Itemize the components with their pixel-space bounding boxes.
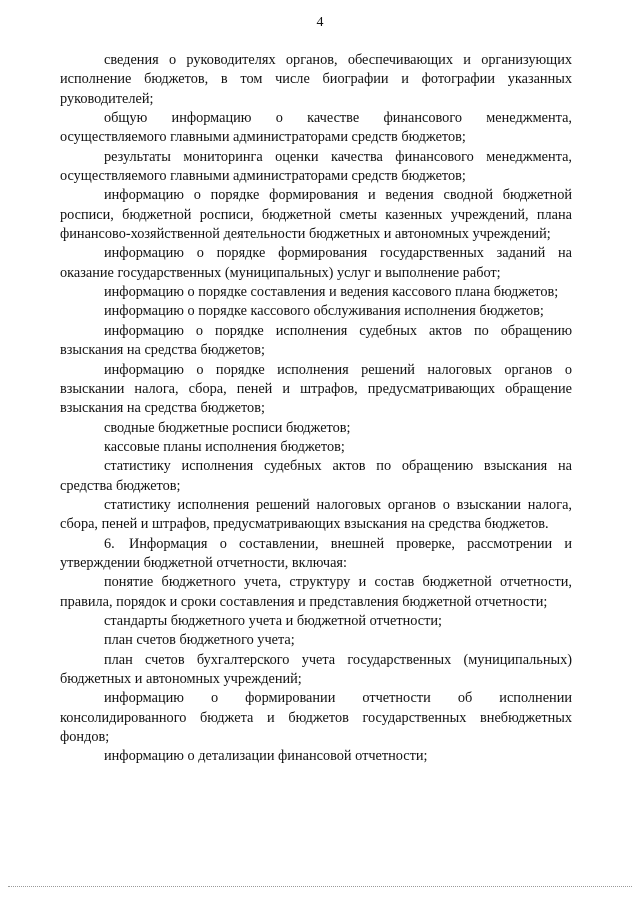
page-number: 4: [316, 15, 324, 30]
list-item: статистику исполнения судебных актов по обращению взыскания на средства бюджетов;: [60, 458, 572, 494]
list-item: результаты мониторинга оценки качества финансового менеджмента, осуществляемого главными администраторами средств бюджетов;: [60, 148, 572, 185]
section-6-heading: 6. Информация о составлении, внешней проверке, рассмотрении и утверждении бюджетной отчетности, включая:: [60, 535, 572, 571]
list-item: стандарты бюджетного учета и бюджетной отчетности;: [104, 612, 443, 629]
list-item: информацию о порядке исполнения решений налоговых органов о взыскании налога, сбора, пеней и штрафов, предусматривающих обращение взыскания на средства бюджетов;: [60, 361, 572, 417]
list-item: сводные бюджетные росписи бюджетов;: [104, 419, 351, 436]
list-item: кассовые планы исполнения бюджетов;: [104, 438, 345, 455]
list-item: информацию о порядке исполнения судебных актов по обращению взыскания на средства бюджетов;: [60, 322, 572, 359]
list-item: план счетов бюджетного учета;: [104, 632, 295, 649]
document-body: [60, 51, 572, 767]
footer-scan-line: [8, 886, 632, 887]
list-item: понятие бюджетного учета, структуру и состав бюджетной отчетности, правила, порядок и сроки составления и представления бюджетной отчетности;: [60, 574, 572, 610]
list-item: информацию о детализации финансовой отчетности;: [104, 748, 428, 765]
list-item: информацию о порядке кассового обслуживания исполнения бюджетов;: [104, 303, 544, 320]
list-item: информацию о порядке формирования государственных заданий на оказание государственных (муниципальных) услуг и выполнение работ;: [60, 245, 572, 281]
list-item: информацию о формировании отчетности об исполнении консолидированного бюджета и бюджетов государственных внебюджетных фондов;: [60, 690, 572, 746]
list-item: информацию о порядке составления и ведения кассового плана бюджетов;: [104, 284, 559, 301]
list-item: статистику исполнения решений налоговых органов о взыскании налога, сбора, пеней и штрафов, предусматривающих взыскания на средства бюджетов.: [60, 496, 572, 533]
list-item: информацию о порядке формирования и ведения сводной бюджетной росписи, бюджетной росписи, бюджетной сметы казенных учреждений, плана финансово-хозяйственной деятельности бюджетных и автономных учреждений;: [60, 187, 572, 243]
list-item: общую информацию о качестве финансового менеджмента, осуществляемого главными администраторами средств бюджетов;: [60, 110, 572, 146]
list-item: план счетов бухгалтерского учета государственных (муниципальных) бюджетных и автономных учреждений;: [60, 651, 572, 687]
list-item: сведения о руководителях органов, обеспечивающих и организующих исполнение бюджетов, в том числе биографии и фотографии указанных руководителей;: [60, 52, 572, 107]
